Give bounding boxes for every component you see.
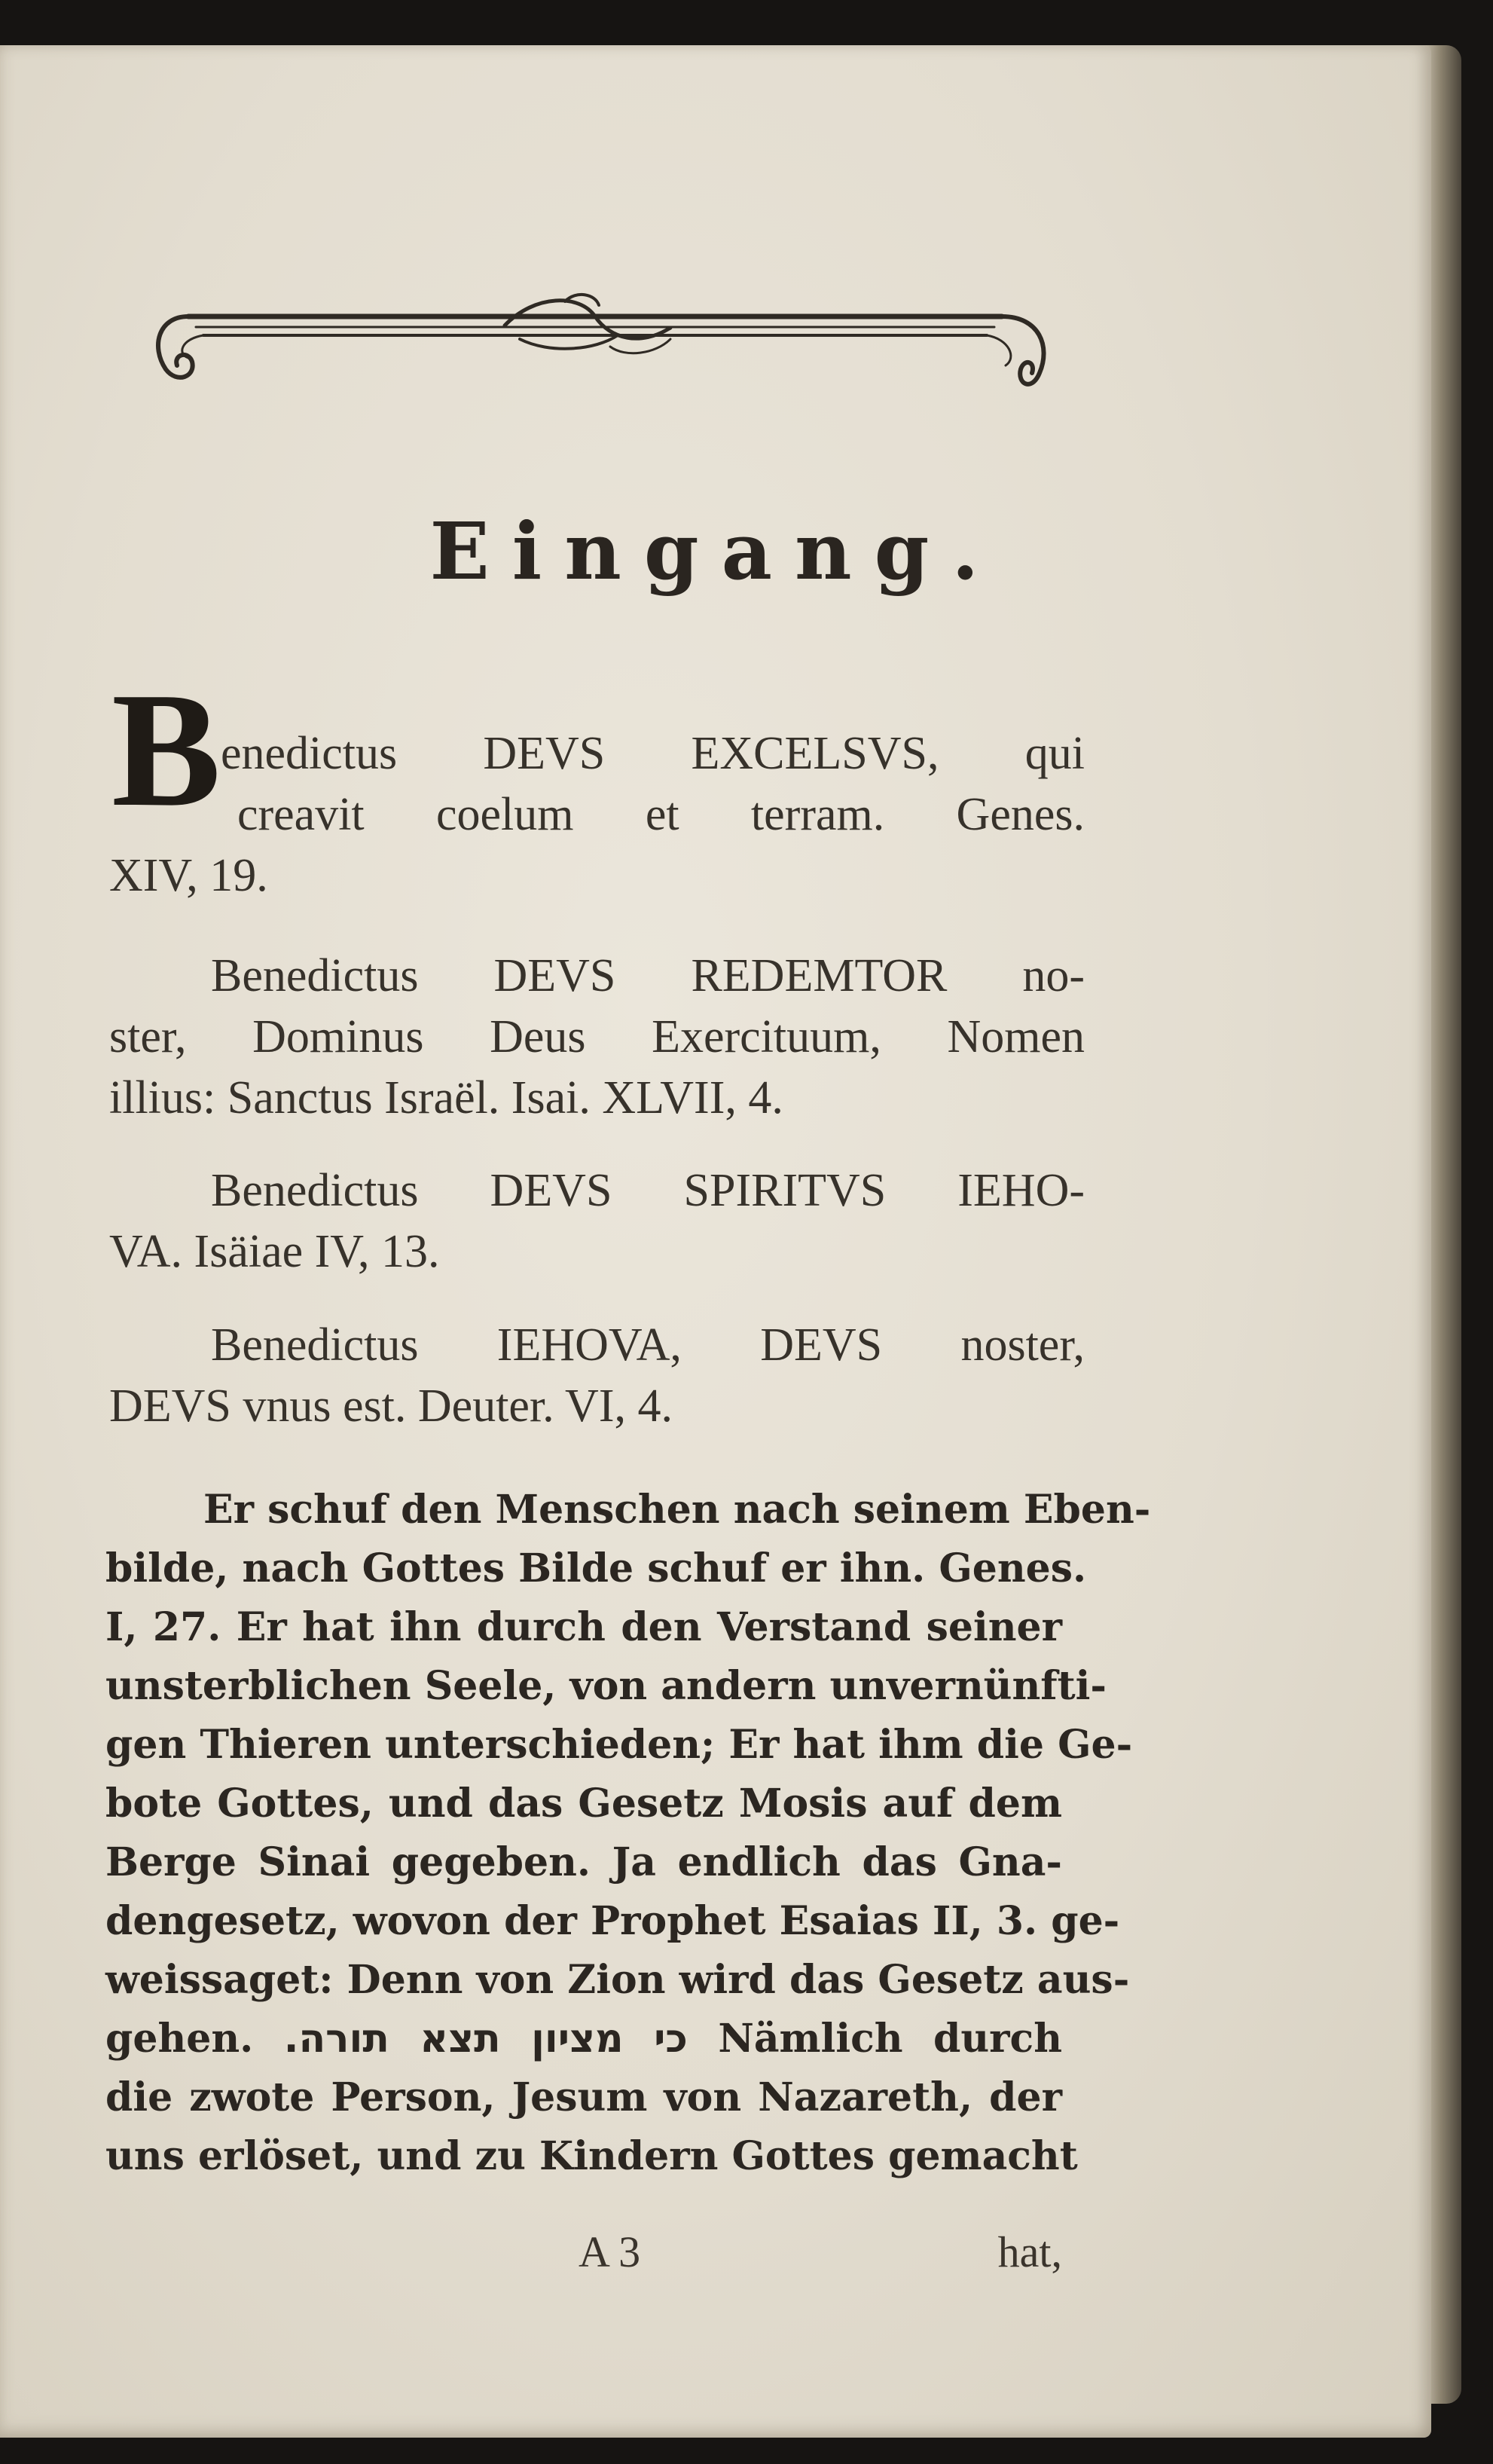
- german-paragraph: [105, 1481, 1151, 2186]
- latin-paragraph-1: [109, 723, 1085, 906]
- hebrew-quote: כי מציון תצא תורה.: [283, 2016, 688, 2062]
- text-line-hebrew: [105, 2010, 1062, 2068]
- text-fragment: Nämlich durch: [718, 2016, 1063, 2062]
- text-line: gen Thieren unterschieden; Er hat ihm die Ge-: [105, 1722, 1133, 1768]
- text-line: illius: Sanctus Israël. Isai. XLVII, 4.: [109, 1072, 783, 1123]
- text-line: DEVS vnus est. Deuter. VI, 4.: [109, 1380, 673, 1432]
- text-line: Berge Sinai gegeben. Ja endlich das Gna-: [105, 1839, 1062, 1885]
- latin-paragraph-3: [109, 1160, 1085, 1282]
- text-line: bote Gottes, und das Gesetz Mosis auf dem: [105, 1781, 1062, 1827]
- text-line: Benedictus DEVS SPIRITVS IEHO-: [211, 1165, 1085, 1216]
- text-line: die zwote Person, Jesum von Nazareth, der: [105, 2074, 1062, 2120]
- book-page: [0, 45, 1431, 2438]
- text-line: unsterblichen Seele, von andern unvernünfti-: [105, 1663, 1107, 1709]
- text-line: weissaget: Denn von Zion wird das Gesetz aus-: [105, 1957, 1130, 2003]
- text-line: creavit coelum et terram. Genes.: [237, 789, 1085, 840]
- text-line: bilde, nach Gottes Bilde schuf er ihn. Genes.: [105, 1545, 1087, 1591]
- text-fragment: gehen.: [105, 2016, 254, 2062]
- headpiece-ornament: [143, 264, 1070, 399]
- text-line: dengesetz, wovon der Prophet Esaias II, 3. ge-: [105, 1898, 1120, 1944]
- text-line: I, 27. Er hat ihn durch den Verstand seiner: [105, 1604, 1062, 1650]
- text-line: ster, Dominus Deus Exercituum, Nomen: [109, 1011, 1085, 1062]
- drop-cap: B: [111, 659, 221, 841]
- latin-paragraph-2: [109, 946, 1085, 1129]
- text-line: Er schuf den Menschen nach seinem Eben-: [203, 1487, 1151, 1533]
- chapter-heading: Eingang.: [429, 505, 1002, 598]
- latin-paragraph-4: [109, 1315, 1085, 1437]
- text-line: uns erlöset, und zu Kindern Gottes gemacht: [105, 2133, 1078, 2179]
- page-footer: [105, 2227, 1062, 2287]
- text-line: Benedictus IEHOVA, DEVS noster,: [211, 1319, 1085, 1371]
- catchword: hat,: [997, 2227, 1062, 2276]
- text-line: enedictus DEVS EXCELSVS, qui: [221, 728, 1085, 779]
- signature-mark: A 3: [579, 2227, 641, 2276]
- text-line: VA. Isäiae IV, 13.: [109, 1226, 440, 1277]
- text-line: Benedictus DEVS REDEMTOR no-: [211, 950, 1085, 1001]
- text-line: XIV, 19.: [109, 850, 268, 901]
